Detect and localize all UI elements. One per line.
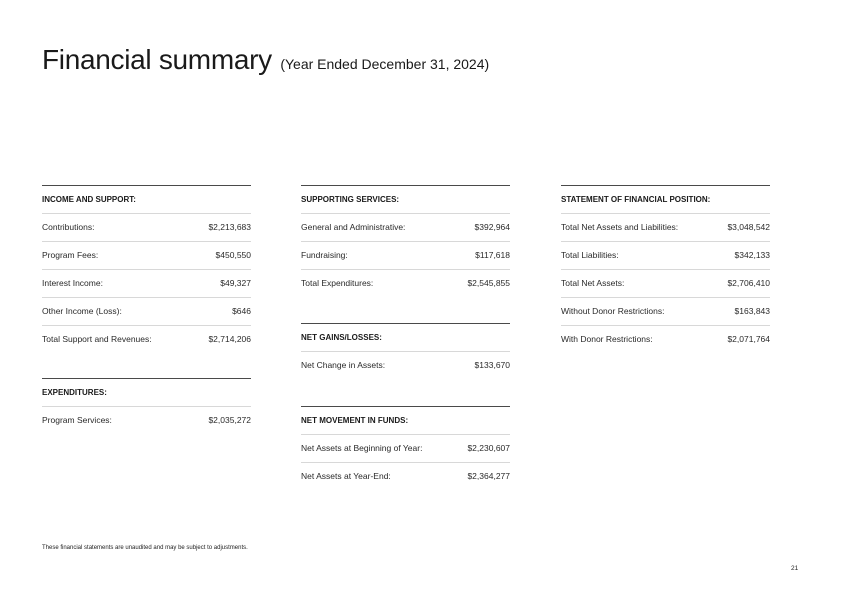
row-label: Total Net Assets:	[561, 278, 625, 288]
page-number: 21	[791, 565, 799, 572]
page-title	[42, 44, 489, 76]
row-label: Fundraising:	[301, 250, 348, 260]
row-label: Net Assets at Year-End:	[301, 471, 391, 481]
row-label: Total Support and Revenues:	[42, 334, 152, 344]
summary-section	[301, 406, 510, 490]
table-row	[42, 269, 251, 297]
table-row	[301, 241, 510, 269]
row-value: $2,230,607	[467, 443, 510, 453]
title-main: Financial summary	[42, 44, 272, 75]
table-row	[42, 406, 251, 434]
title-subtitle: (Year Ended December 31, 2024)	[280, 56, 490, 72]
section-heading: EXPENDITURES:	[42, 388, 107, 397]
row-value: $342,133	[734, 250, 770, 260]
row-value: $2,364,277	[467, 471, 510, 481]
row-value: $2,714,206	[208, 334, 251, 344]
footnote: These financial statements are unaudited and may be subject to adjustments.	[42, 545, 248, 551]
row-value: $133,670	[474, 360, 510, 370]
summary-section	[42, 378, 251, 434]
table-row	[301, 351, 510, 379]
table-row	[561, 269, 770, 297]
row-value: $450,550	[215, 250, 251, 260]
table-row	[301, 462, 510, 490]
table-row	[42, 325, 251, 353]
row-value: $2,706,410	[727, 278, 770, 288]
table-row	[301, 269, 510, 297]
summary-section	[42, 185, 251, 353]
table-row	[561, 213, 770, 241]
section-heading: STATEMENT OF FINANCIAL POSITION:	[561, 195, 711, 204]
row-value: $163,843	[734, 306, 770, 316]
row-label: Without Donor Restrictions:	[561, 306, 665, 316]
row-value: $117,618	[475, 250, 510, 260]
table-row	[42, 297, 251, 325]
row-label: Other Income (Loss):	[42, 306, 122, 316]
section-heading: NET GAINS/LOSSES:	[301, 333, 382, 342]
row-label: With Donor Restrictions:	[561, 334, 653, 344]
row-value: $2,545,855	[467, 278, 510, 288]
row-value: $646	[232, 306, 251, 316]
row-value: $2,035,272	[208, 415, 251, 425]
section-heading: INCOME AND SUPPORT:	[42, 195, 136, 204]
row-label: Total Liabilities:	[561, 250, 619, 260]
table-row	[301, 213, 510, 241]
table-row	[561, 241, 770, 269]
table-row	[561, 297, 770, 325]
summary-section	[301, 185, 510, 297]
table-row	[561, 325, 770, 353]
row-label: Program Fees:	[42, 250, 99, 260]
row-value: $2,213,683	[208, 222, 251, 232]
row-value: $3,048,542	[727, 222, 770, 232]
table-row	[42, 213, 251, 241]
summary-section	[301, 323, 510, 379]
row-label: Total Net Assets and Liabilities:	[561, 222, 679, 232]
row-label: Total Expenditures:	[301, 278, 374, 288]
section-heading: NET MOVEMENT IN FUNDS:	[301, 416, 409, 425]
row-label: Contributions:	[42, 222, 95, 232]
row-value: $392,964	[474, 222, 510, 232]
row-label: Program Services:	[42, 415, 112, 425]
table-row	[301, 434, 510, 462]
summary-section	[561, 185, 770, 353]
row-value: $49,327	[220, 278, 251, 288]
row-label: Net Change in Assets:	[301, 360, 386, 370]
table-row	[42, 241, 251, 269]
row-label: Interest Income:	[42, 278, 103, 288]
section-heading: SUPPORTING SERVICES:	[301, 195, 400, 204]
row-label: Net Assets at Beginning of Year:	[301, 443, 423, 453]
row-value: $2,071,764	[727, 334, 770, 344]
row-label: General and Administrative:	[301, 222, 406, 232]
